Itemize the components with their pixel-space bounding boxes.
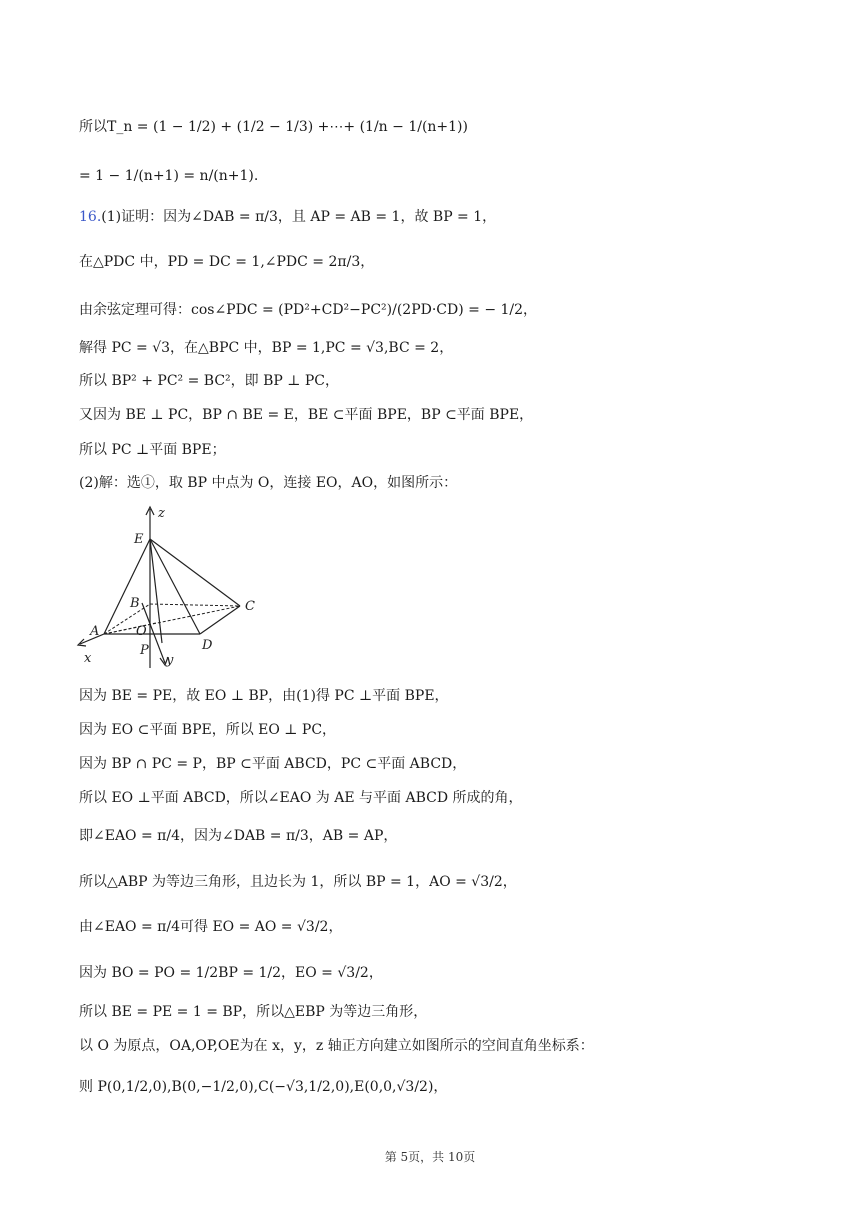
text-line	[79, 166, 258, 186]
text-line	[79, 788, 523, 808]
text-content: 所以 BP² + PC² = BC²，即 BP ⊥ PC，	[79, 373, 340, 389]
text-content: 所以T_n = (1 − 1/2) + (1/2 − 1/3) +⋯+ (1/n − 1/(n+1))	[79, 119, 468, 135]
text-content: 因为 BP ∩ PC = P，BP ⊂平面 ABCD，PC ⊂平面 ABCD，	[79, 756, 467, 772]
text-content: 所以 EO ⊥平面 ABCD，所以∠EAO 为 AE 与平面 ABCD 所成的角，	[79, 790, 523, 806]
text-line	[79, 1036, 594, 1056]
text-line	[79, 371, 339, 391]
text-content: 由∠EAO = π/4可得 EO = AO = √3/2，	[79, 919, 343, 935]
text-line	[79, 686, 449, 706]
text-line	[79, 917, 342, 937]
edge-DC	[200, 606, 240, 634]
text-line	[79, 1002, 427, 1022]
edge-EC	[150, 539, 240, 606]
text-content: = 1 − 1/(n+1) = n/(n+1).	[79, 168, 259, 184]
text-line	[79, 405, 533, 425]
text-content: 由余弦定理可得：cos∠PDC = (PD²+CD²−PC²)/(2PD·CD) = − 1/2，	[79, 302, 538, 318]
label-E: E	[134, 532, 144, 547]
text-content: 又因为 BE ⊥ PC，BP ∩ BE = E，BE ⊂平面 BPE，BP ⊂平面 BPE，	[79, 407, 534, 423]
text-content: 所以 PC ⊥平面 BPE；	[79, 442, 226, 458]
pyramid-figure	[70, 503, 270, 673]
label-A: A	[90, 624, 100, 639]
text-content: 即∠EAO = π/4，因为∠DAB = π/3，AB = AP，	[79, 828, 398, 844]
text-content: 所以 BE = PE = 1 = BP，所以△EBP 为等边三角形，	[79, 1004, 428, 1020]
text-line	[79, 207, 496, 227]
text-line	[79, 826, 397, 846]
label-D: D	[202, 638, 213, 653]
edge-EA	[104, 539, 150, 634]
text-line	[79, 473, 457, 493]
text-line	[79, 440, 226, 460]
text-content: 解得 PC = √3，在△BPC 中，BP = 1,PC = √3,BC = 2，	[79, 340, 454, 356]
text-content: (2)解：选①，取 BP 中点为 O，连接 EO，AO，如图所示：	[79, 475, 458, 491]
text-content: 所以△ABP 为等边三角形，且边长为 1，所以 BP = 1，AO = √3/2，	[79, 874, 517, 890]
label-B: B	[130, 596, 140, 611]
text-content: 以 O 为原点，OA,OP,OE为在 x，y，z 轴正方向建立如图所示的空间直角坐标系：	[79, 1038, 594, 1054]
text-line	[79, 338, 453, 358]
label-y: y	[166, 653, 174, 668]
label-C: C	[245, 599, 255, 614]
label-O: O	[136, 624, 147, 639]
text-content: 因为 EO ⊂平面 BPE，所以 EO ⊥ PC，	[79, 722, 337, 738]
text-content: 则 P(0,1/2,0),B(0,−1/2,0),C(−√3,1/2,0),E(0,0,√3/2)，	[79, 1079, 448, 1095]
text-line	[79, 252, 374, 272]
edge-AO-dashed	[104, 623, 156, 634]
label-z: z	[158, 506, 165, 521]
text-line	[79, 720, 336, 740]
edge-BC-dashed	[150, 604, 240, 606]
problem-number: 16.	[79, 209, 102, 225]
text-content: (1)证明：因为∠DAB = π/3，且 AP = AB = 1，故 BP = 1，	[101, 209, 497, 225]
text-content: 在△PDC 中，PD = DC = 1,∠PDC = 2π/3，	[79, 254, 375, 270]
label-x: x	[84, 651, 92, 666]
label-P: P	[140, 643, 149, 658]
text-line	[79, 754, 466, 774]
text-content: 因为 BE = PE，故 EO ⊥ BP，由(1)得 PC ⊥平面 BPE，	[79, 688, 449, 704]
text-line	[79, 300, 537, 320]
text-line	[79, 963, 383, 983]
page-footer: 第 5页，共 10页	[384, 1150, 476, 1164]
text-content: 因为 BO = PO = 1/2BP = 1/2，EO = √3/2，	[79, 965, 383, 981]
text-line	[79, 872, 517, 892]
text-line	[79, 117, 468, 137]
text-line	[79, 1077, 447, 1097]
